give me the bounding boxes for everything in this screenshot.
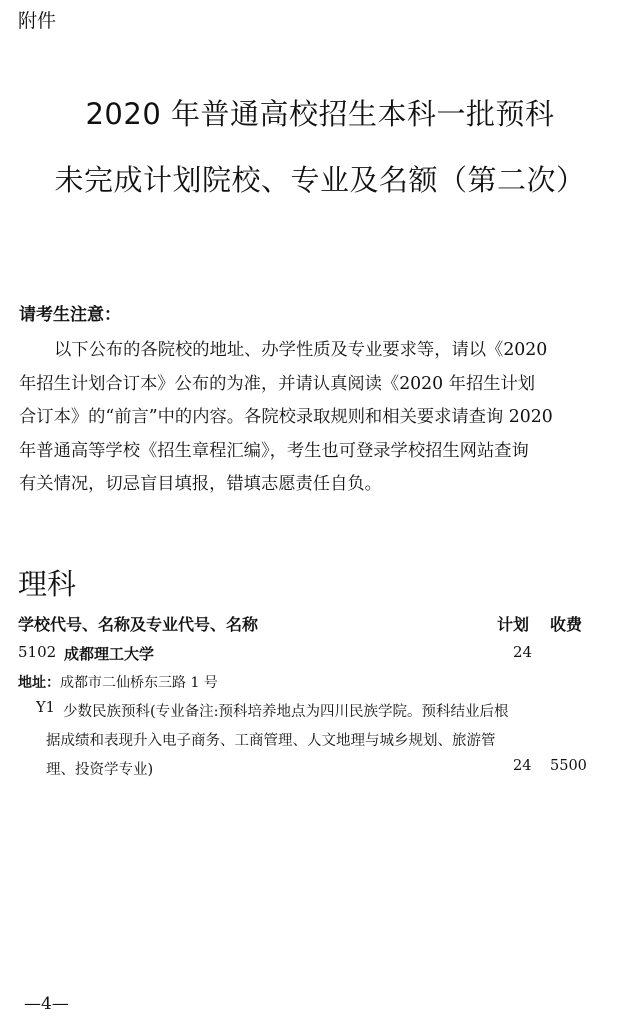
document-title-line-1: 2020 年普通高校招生本科一批预科 — [85, 97, 555, 131]
attachment-label: 附件 — [18, 10, 57, 32]
page-number: —4— — [24, 994, 69, 1014]
column-header-fee: 收费 — [550, 615, 583, 634]
major-fee: 5500 — [550, 758, 587, 774]
school-name: 成都理工大学 — [64, 645, 155, 663]
notice-line: 有关情况，切忌盲目填报，错填志愿责任自负。 — [19, 474, 382, 494]
major-code: Y1 — [36, 700, 55, 716]
notice-line: 年招生计划合订本》公布的为准，并请认真阅读《2020 年招生计划 — [19, 373, 536, 394]
notice-heading: 请考生注意： — [19, 305, 121, 325]
address-value: 成都市二仙桥东三路 1 号 — [60, 675, 218, 691]
document-title-line-2: 未完成计划院校、专业及名额（第二次） — [54, 163, 586, 197]
subject-heading: 理科 — [18, 567, 77, 601]
address-label: 地址： — [18, 675, 60, 691]
school-address — [18, 672, 218, 692]
notice-line: 年普通高等学校《招生章程汇编》，考生也可登录学校招生网站查询 — [19, 440, 529, 461]
major-description-line: 理、投资学专业) — [46, 762, 154, 778]
notice-line: 合订本》的“前言”中的内容。各院校录取规则和相关要求请查询 2020 — [19, 407, 553, 427]
school-plan: 24 — [513, 643, 533, 661]
school-code: 5102 — [18, 643, 57, 661]
notice-line: 以下公布的各院校的地址、办学性质及专业要求等，请以《2020 — [54, 340, 548, 360]
major-plan: 24 — [513, 758, 532, 774]
column-header-plan: 计划 — [497, 615, 530, 634]
notice-body — [19, 334, 622, 502]
major-description-line: 少数民族预科(专业备注:预科培养地点为四川民族学院。预科结业后根 — [63, 704, 509, 720]
major-description-line: 据成绩和表现升入电子商务、工商管理、人文地理与城乡规划、旅游管 — [46, 733, 496, 749]
column-header-school-major: 学校代号、名称及专业代号、名称 — [18, 615, 259, 634]
